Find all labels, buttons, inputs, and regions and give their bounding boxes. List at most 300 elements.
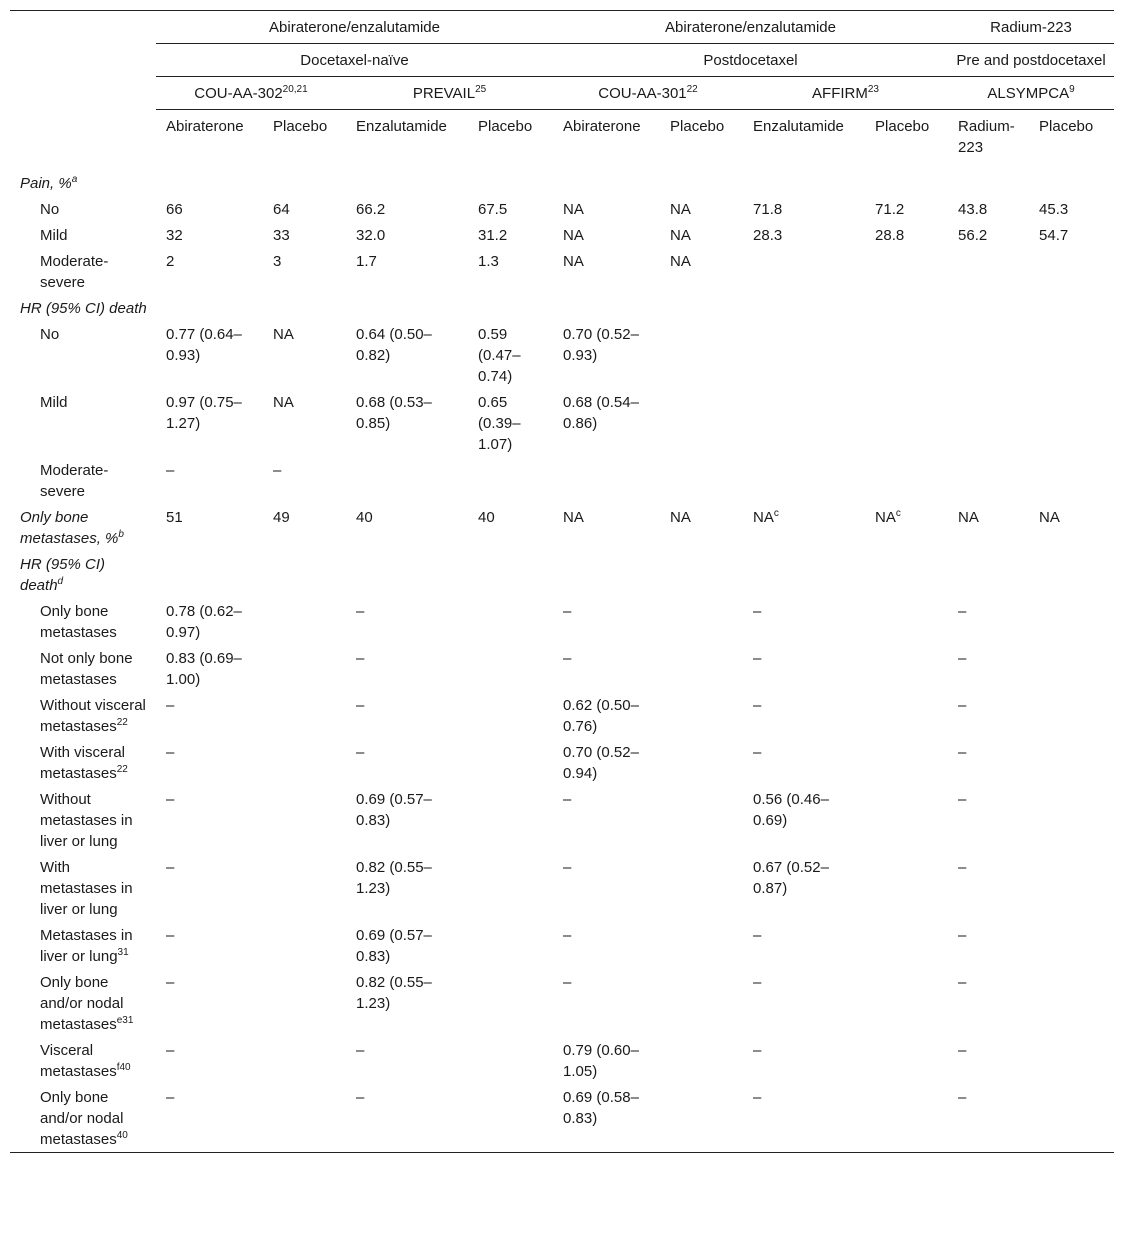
table-cell xyxy=(156,457,263,504)
cell-value: – xyxy=(563,603,572,620)
header-trial xyxy=(553,77,743,110)
table-cell xyxy=(948,922,1029,969)
row-label xyxy=(10,969,156,1037)
header-corner xyxy=(10,11,156,44)
data-row xyxy=(10,645,1114,692)
table-cell xyxy=(865,248,948,295)
table-cell xyxy=(660,645,743,692)
table-cell xyxy=(948,645,1029,692)
cell-value: NA xyxy=(753,509,774,526)
row-label-footnote: 22 xyxy=(116,764,128,775)
header-row-arms xyxy=(10,110,1114,171)
table-cell xyxy=(865,692,948,739)
header-corner xyxy=(10,110,156,171)
table-cell xyxy=(553,196,660,222)
table-cell xyxy=(948,457,1029,504)
header-arm: Placebo xyxy=(478,118,533,135)
trial-name: PREVAIL xyxy=(412,85,476,102)
table-cell xyxy=(865,504,948,551)
table-cell xyxy=(1029,295,1114,321)
row-label xyxy=(10,854,156,922)
row-label-text: Metastases in liver or lung xyxy=(40,927,133,965)
results-table-container xyxy=(10,10,1114,1153)
header-trial xyxy=(156,77,346,110)
cell-value: 0.67 (0.52–0.87) xyxy=(753,859,829,897)
table-cell xyxy=(948,321,1029,389)
table-cell xyxy=(263,1084,346,1153)
header-arm: Radium-223 xyxy=(958,118,1015,156)
row-label-footnote: 22 xyxy=(116,717,128,728)
table-cell xyxy=(948,1084,1029,1153)
table-cell xyxy=(468,854,553,922)
data-row xyxy=(10,692,1114,739)
cell-value: 32.0 xyxy=(356,227,386,244)
table-cell xyxy=(263,295,346,321)
table-cell xyxy=(346,551,468,598)
cell-value: – xyxy=(958,859,967,876)
row-label-footnote: 31 xyxy=(117,947,129,958)
table-cell xyxy=(263,786,346,854)
table-cell xyxy=(263,598,346,645)
cell-value: – xyxy=(958,927,967,944)
section-label xyxy=(10,295,156,321)
cell-value: 0.79 (0.60–1.05) xyxy=(563,1042,639,1080)
table-cell xyxy=(263,551,346,598)
cell-value: – xyxy=(753,1089,762,1106)
table-cell xyxy=(156,295,263,321)
row-label xyxy=(10,222,156,248)
table-cell xyxy=(1029,321,1114,389)
table-cell xyxy=(1029,1037,1114,1084)
trial-name: ALSYMPCA xyxy=(987,85,1070,102)
cell-value: 40 xyxy=(356,509,373,526)
row-label-text: Only bone metastases xyxy=(40,603,117,641)
cell-value: – xyxy=(563,974,572,991)
section-label xyxy=(10,170,156,196)
row-label-text: HR (95% CI) death xyxy=(20,556,106,594)
table-cell xyxy=(948,969,1029,1037)
cell-value: – xyxy=(753,1042,762,1059)
table-cell xyxy=(156,170,263,196)
table-cell xyxy=(263,196,346,222)
cell-value: – xyxy=(753,927,762,944)
cell-value: – xyxy=(356,1042,365,1059)
table-cell xyxy=(660,504,743,551)
table-cell xyxy=(743,389,865,457)
header-corner xyxy=(10,77,156,110)
table-cell xyxy=(346,196,468,222)
cell-value: – xyxy=(356,650,365,667)
row-label xyxy=(10,922,156,969)
table-cell xyxy=(660,295,743,321)
header-trial xyxy=(948,77,1114,110)
cell-value: 51 xyxy=(166,509,183,526)
cell-value: 0.68 (0.53–0.85) xyxy=(356,394,432,432)
table-cell xyxy=(263,248,346,295)
row-label-footnote: e31 xyxy=(116,1015,134,1026)
table-cell xyxy=(865,389,948,457)
data-row xyxy=(10,222,1114,248)
cell-value: NA xyxy=(958,509,979,526)
table-cell xyxy=(743,321,865,389)
table-cell xyxy=(156,854,263,922)
cell-value: 67.5 xyxy=(478,201,508,218)
table-cell xyxy=(468,551,553,598)
table-cell xyxy=(865,222,948,248)
cell-value: 0.69 (0.57–0.83) xyxy=(356,791,432,829)
table-cell xyxy=(553,854,660,922)
table-cell xyxy=(743,598,865,645)
cell-value: 49 xyxy=(273,509,290,526)
cell-value: – xyxy=(563,791,572,808)
cell-value: 0.83 (0.69–1.00) xyxy=(166,650,242,688)
cell-value: 28.3 xyxy=(753,227,783,244)
table-cell xyxy=(156,645,263,692)
table-cell xyxy=(743,692,865,739)
table-cell xyxy=(553,389,660,457)
cell-value: 33 xyxy=(273,227,290,244)
table-cell xyxy=(156,504,263,551)
header-trial xyxy=(743,77,948,110)
table-cell xyxy=(1029,504,1114,551)
row-label xyxy=(10,598,156,645)
header-setting: Pre and postdocetaxel xyxy=(948,44,1114,77)
table-cell xyxy=(468,922,553,969)
table-cell xyxy=(865,1084,948,1153)
header-arm: Placebo xyxy=(273,118,328,135)
row-label-text: With metastases in liver or lung xyxy=(40,859,133,918)
row-label xyxy=(10,196,156,222)
table-cell xyxy=(346,598,468,645)
table-cell xyxy=(660,321,743,389)
table-cell xyxy=(1029,922,1114,969)
table-cell xyxy=(1029,248,1114,295)
data-row xyxy=(10,248,1114,295)
table-cell xyxy=(468,170,553,196)
cell-value: NA xyxy=(563,509,584,526)
table-cell xyxy=(346,504,468,551)
table-cell xyxy=(743,645,865,692)
table-cell xyxy=(1029,551,1114,598)
row-label-text: Only bone and/or nodal metastases xyxy=(40,1089,124,1148)
row-label xyxy=(10,1084,156,1153)
row-label-text: Without visceral metastases xyxy=(40,697,146,735)
results-table xyxy=(10,10,1114,1153)
table-cell xyxy=(346,295,468,321)
cell-value: 1.7 xyxy=(356,253,377,270)
table-cell xyxy=(346,389,468,457)
cell-value: – xyxy=(166,1042,175,1059)
table-cell xyxy=(553,969,660,1037)
cell-value: – xyxy=(563,859,572,876)
row-label-text: HR (95% CI) death xyxy=(20,300,147,317)
table-cell xyxy=(263,222,346,248)
table-cell xyxy=(660,1037,743,1084)
row-label-footnote: d xyxy=(57,576,64,587)
cell-value: – xyxy=(753,744,762,761)
table-cell xyxy=(660,248,743,295)
row-label xyxy=(10,321,156,389)
cell-value: 0.70 (0.52–0.94) xyxy=(563,744,639,782)
row-label-text: Not only bone metastases xyxy=(40,650,133,688)
table-cell xyxy=(743,969,865,1037)
table-cell xyxy=(156,321,263,389)
cell-value: – xyxy=(958,974,967,991)
section-row xyxy=(10,551,1114,598)
table-cell xyxy=(1029,739,1114,786)
cell-value: 0.97 (0.75–1.27) xyxy=(166,394,242,432)
table-cell xyxy=(865,457,948,504)
table-cell xyxy=(660,457,743,504)
section-label xyxy=(10,551,156,598)
trial-name: COU-AA-302 xyxy=(194,85,283,102)
table-cell xyxy=(156,1037,263,1084)
row-label-text: Without metastases in liver or lung xyxy=(40,791,133,850)
table-cell xyxy=(743,1084,865,1153)
row-label xyxy=(10,692,156,739)
header-drug-group: Abiraterone/enzalutamide xyxy=(553,11,948,44)
data-row xyxy=(10,1084,1114,1153)
cell-footnote: c xyxy=(773,508,779,519)
table-cell xyxy=(553,739,660,786)
table-cell xyxy=(743,854,865,922)
header-arm: Abiraterone xyxy=(563,118,641,135)
cell-value: 0.69 (0.58–0.83) xyxy=(563,1089,639,1127)
cell-value: – xyxy=(356,603,365,620)
table-cell xyxy=(468,1037,553,1084)
table-cell xyxy=(553,170,660,196)
cell-value: 0.62 (0.50–0.76) xyxy=(563,697,639,735)
table-cell xyxy=(346,457,468,504)
cell-value: – xyxy=(273,462,282,479)
table-cell xyxy=(865,645,948,692)
table-cell xyxy=(660,739,743,786)
cell-value: – xyxy=(958,697,967,714)
row-label-text: Only bone and/or nodal metastases xyxy=(40,974,124,1033)
cell-value: – xyxy=(166,974,175,991)
table-cell xyxy=(553,1037,660,1084)
table-cell xyxy=(660,922,743,969)
table-cell xyxy=(865,854,948,922)
row-label-text: No xyxy=(40,326,60,343)
table-cell xyxy=(346,645,468,692)
table-cell xyxy=(948,1037,1029,1084)
table-cell xyxy=(660,969,743,1037)
cell-value: 3 xyxy=(273,253,282,270)
row-label xyxy=(10,645,156,692)
data-row xyxy=(10,922,1114,969)
table-cell xyxy=(263,389,346,457)
trial-name: AFFIRM xyxy=(812,85,868,102)
row-label xyxy=(10,739,156,786)
cell-value: 0.78 (0.62–0.97) xyxy=(166,603,242,641)
table-cell xyxy=(1029,598,1114,645)
row-label-text: Moderate-severe xyxy=(40,462,109,500)
table-cell xyxy=(346,739,468,786)
table-cell xyxy=(468,457,553,504)
row-label xyxy=(10,1037,156,1084)
table-cell xyxy=(865,786,948,854)
cell-value: – xyxy=(958,1089,967,1106)
table-cell xyxy=(156,692,263,739)
cell-value: 0.70 (0.52–0.93) xyxy=(563,326,639,364)
cell-value: 0.59 (0.47–0.74) xyxy=(478,326,521,385)
row-label-text: With visceral metastases xyxy=(40,744,126,782)
table-cell xyxy=(660,389,743,457)
data-row xyxy=(10,739,1114,786)
data-row xyxy=(10,598,1114,645)
cell-value: NA xyxy=(670,201,691,218)
cell-value: NA xyxy=(563,253,584,270)
table-cell xyxy=(468,389,553,457)
row-label-footnote: a xyxy=(71,174,78,185)
table-cell xyxy=(553,786,660,854)
row-label xyxy=(10,786,156,854)
table-cell xyxy=(948,248,1029,295)
row-label xyxy=(10,389,156,457)
cell-value: 0.65 (0.39–1.07) xyxy=(478,394,521,453)
row-label xyxy=(10,248,156,295)
cell-value: – xyxy=(166,1089,175,1106)
table-cell xyxy=(156,248,263,295)
table-cell xyxy=(346,170,468,196)
row-label-text: Mild xyxy=(40,227,68,244)
table-cell xyxy=(1029,457,1114,504)
data-row xyxy=(10,457,1114,504)
cell-value: NA xyxy=(670,509,691,526)
table-cell xyxy=(553,692,660,739)
table-cell xyxy=(263,457,346,504)
cell-value: 1.3 xyxy=(478,253,499,270)
cell-value: – xyxy=(166,859,175,876)
table-cell xyxy=(948,786,1029,854)
header-arm: Placebo xyxy=(670,118,725,135)
table-cell xyxy=(346,786,468,854)
table-cell xyxy=(553,504,660,551)
table-cell xyxy=(156,551,263,598)
table-cell xyxy=(156,598,263,645)
table-cell xyxy=(948,551,1029,598)
table-cell xyxy=(263,969,346,1037)
cell-value: NA xyxy=(273,326,294,343)
table-cell xyxy=(743,295,865,321)
cell-value: NA xyxy=(875,509,896,526)
cell-value: – xyxy=(563,927,572,944)
table-cell xyxy=(865,196,948,222)
cell-value: 32 xyxy=(166,227,183,244)
cell-value: 2 xyxy=(166,253,175,270)
cell-value: NA xyxy=(670,227,691,244)
header-setting: Postdocetaxel xyxy=(553,44,948,77)
data-row xyxy=(10,854,1114,922)
cell-value: – xyxy=(166,744,175,761)
table-cell xyxy=(865,969,948,1037)
table-cell xyxy=(553,457,660,504)
table-cell xyxy=(948,692,1029,739)
table-cell xyxy=(468,969,553,1037)
header-trial xyxy=(346,77,553,110)
table-cell xyxy=(346,692,468,739)
table-cell xyxy=(1029,222,1114,248)
table-cell xyxy=(553,295,660,321)
table-cell xyxy=(948,504,1029,551)
header-drug-group: Radium-223 xyxy=(948,11,1114,44)
table-cell xyxy=(1029,645,1114,692)
table-cell xyxy=(468,248,553,295)
table-cell xyxy=(346,922,468,969)
table-cell xyxy=(346,248,468,295)
cell-value: – xyxy=(753,697,762,714)
table-cell xyxy=(865,295,948,321)
table-cell xyxy=(468,739,553,786)
cell-value: – xyxy=(166,462,175,479)
table-cell xyxy=(468,222,553,248)
table-cell xyxy=(468,196,553,222)
table-cell xyxy=(553,598,660,645)
cell-value: – xyxy=(356,744,365,761)
cell-value: 64 xyxy=(273,201,290,218)
table-cell xyxy=(346,222,468,248)
table-cell xyxy=(1029,196,1114,222)
section-row xyxy=(10,170,1114,196)
cell-value: NA xyxy=(563,227,584,244)
table-cell xyxy=(743,739,865,786)
header-arm: Abiraterone xyxy=(166,118,244,135)
cell-value: NA xyxy=(1039,509,1060,526)
row-label-text: Moderate-severe xyxy=(40,253,109,291)
table-cell xyxy=(948,196,1029,222)
header-arm: Enzalutamide xyxy=(356,118,447,135)
header-row-trials xyxy=(10,77,1114,110)
table-cell xyxy=(743,1037,865,1084)
table-cell xyxy=(743,222,865,248)
table-cell xyxy=(1029,692,1114,739)
trial-name: COU-AA-301 xyxy=(598,85,687,102)
table-cell xyxy=(468,598,553,645)
table-cell xyxy=(865,598,948,645)
cell-footnote: c xyxy=(895,508,901,519)
cell-value: 0.77 (0.64–0.93) xyxy=(166,326,242,364)
table-cell xyxy=(865,1037,948,1084)
table-cell xyxy=(553,321,660,389)
table-cell xyxy=(948,295,1029,321)
table-cell xyxy=(660,551,743,598)
table-cell xyxy=(263,922,346,969)
cell-value: – xyxy=(166,697,175,714)
table-cell xyxy=(263,321,346,389)
cell-value: – xyxy=(753,603,762,620)
table-cell xyxy=(865,321,948,389)
table-cell xyxy=(743,196,865,222)
table-cell xyxy=(156,922,263,969)
cell-value: 0.64 (0.50–0.82) xyxy=(356,326,432,364)
trial-reference: 23 xyxy=(867,84,879,95)
table-cell xyxy=(948,170,1029,196)
table-cell xyxy=(660,598,743,645)
cell-value: 0.56 (0.46–0.69) xyxy=(753,791,829,829)
cell-value: NA xyxy=(563,201,584,218)
table-cell xyxy=(1029,969,1114,1037)
table-cell xyxy=(948,389,1029,457)
cell-value: 0.69 (0.57–0.83) xyxy=(356,927,432,965)
trial-reference: 20,21 xyxy=(282,84,308,95)
cell-value: – xyxy=(166,927,175,944)
table-cell xyxy=(468,692,553,739)
table-cell xyxy=(468,645,553,692)
cell-value: – xyxy=(753,974,762,991)
section-row xyxy=(10,295,1114,321)
data-row xyxy=(10,196,1114,222)
